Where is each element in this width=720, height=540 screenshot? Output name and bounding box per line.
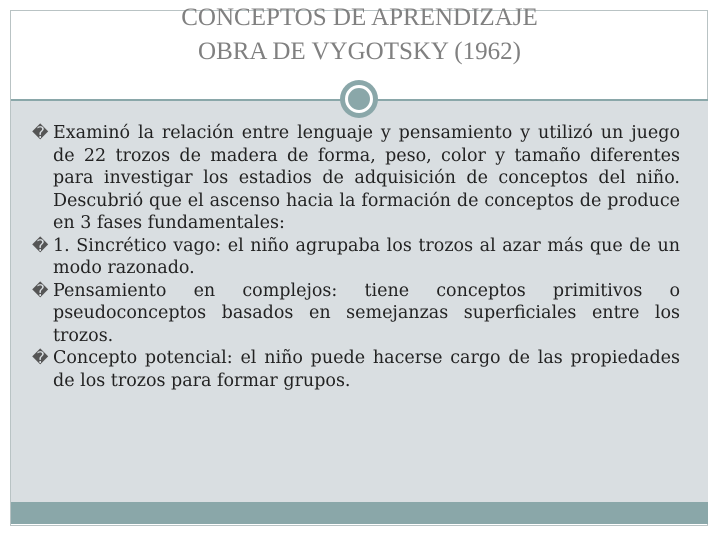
title-line-1: CONCEPTOS DE APRENDIZAJE: [181, 4, 538, 31]
list-item: [32, 235, 680, 280]
bullet-text: Pensamiento en complejos: tiene conceptos primitivos o pseudoconceptos basados en semejanzas superficiales entre los trozos.: [53, 280, 680, 346]
bullet-text: 1. Sincrético vago: el niño agrupaba los trozos al azar más que de un modo razonado.: [53, 235, 680, 278]
bullet-list: [32, 122, 680, 392]
bullet-text: Examinó la relación entre lenguaje y pensamiento y utilizó un juego de 22 trozos de madera de forma, peso, color y tamaño diferentes para investigar los estadios de adquisición de conceptos del niño. Descubrió que el ascenso hacia la formación de conceptos de produce en 3 fases fundamentales:: [53, 123, 680, 233]
title-line-2: OBRA DE VYGOTSKY (1962): [198, 38, 521, 65]
bullet-icon: �: [32, 123, 49, 142]
footer-bar: [11, 502, 708, 524]
circle-ornament-icon: [340, 80, 378, 118]
bullet-text: Concepto potencial: el niño puede hacerse cargo de las propiedades de los trozos para formar grupos.: [53, 348, 680, 391]
bullet-icon: �: [32, 235, 49, 255]
list-item: [32, 122, 680, 235]
list-item: [32, 280, 680, 348]
bullet-icon: �: [32, 280, 49, 300]
bullet-icon: �: [32, 348, 49, 367]
list-item: [32, 347, 680, 392]
